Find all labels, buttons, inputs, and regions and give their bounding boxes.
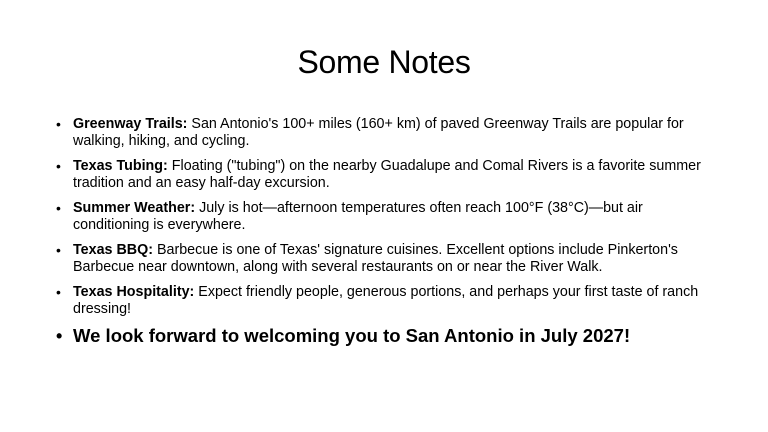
bullet-lead: Greenway Trails: xyxy=(73,116,188,132)
bullet-lead: Summer Weather: xyxy=(73,200,196,216)
bullet-text: Barbecue is one of Texas' signature cuisines. Excellent options include Pinkerton's Barbecue near downtown, along with several restaurants on or near the River Walk. xyxy=(73,242,678,275)
slide-title: Some Notes xyxy=(297,44,471,80)
bullet-dot-icon: • xyxy=(56,326,63,346)
closing-text: We look forward to welcoming you to San Antonio in July 2027! xyxy=(73,325,631,346)
bullet-dot-icon: • xyxy=(56,116,61,132)
bullet-dot-icon: • xyxy=(56,200,61,216)
bullet-texas-tubing xyxy=(56,158,716,192)
bullet-lead: Texas BBQ: xyxy=(73,242,153,258)
bullet-greenway-trails xyxy=(56,116,716,150)
bullet-text: Floating ("tubing") on the nearby Guadalupe and Comal Rivers is a favorite summer tradition and an easy half-day excursion. xyxy=(73,158,701,191)
bullet-texas-hospitality xyxy=(56,284,716,318)
bullet-dot-icon: • xyxy=(56,158,61,174)
bullet-summer-weather xyxy=(56,200,716,234)
bullet-text: Expect friendly people, generous portions, and perhaps your first taste of ranch dressing! xyxy=(73,284,699,317)
bullet-list xyxy=(56,116,716,356)
bullet-dot-icon: • xyxy=(56,242,61,258)
bullet-closing-message xyxy=(56,324,716,348)
bullet-lead: Texas Tubing: xyxy=(73,158,168,174)
bullet-texas-bbq xyxy=(56,242,716,276)
bullet-text: July is hot—afternoon temperatures often reach 100°F (38°C)—but air conditioning is everywhere. xyxy=(73,200,643,233)
bullet-text: San Antonio's 100+ miles (160+ km) of paved Greenway Trails are popular for walking, hiking, and cycling. xyxy=(73,116,684,149)
bullet-lead: Texas Hospitality: xyxy=(73,284,195,300)
bullet-dot-icon: • xyxy=(56,284,61,300)
